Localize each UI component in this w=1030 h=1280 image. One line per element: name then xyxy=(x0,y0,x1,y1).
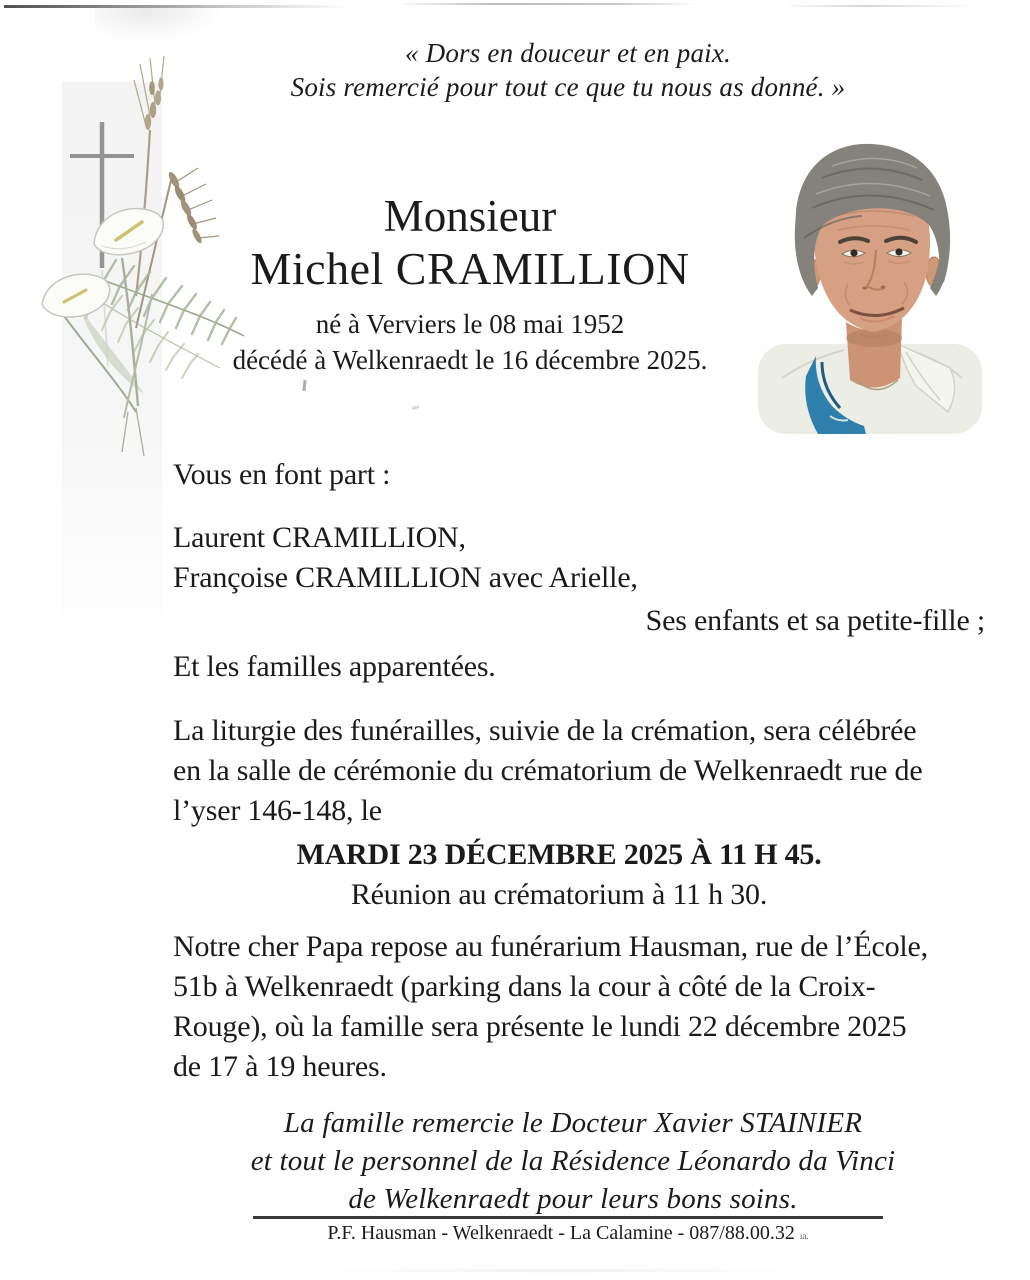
thanks-line: La famille remercie le Docteur Xavier STAINIER xyxy=(283,1107,863,1139)
relative-name: Françoise CRAMILLION avec Arielle, xyxy=(173,561,638,594)
scan-streak xyxy=(790,5,975,7)
funeral-home-text: P.F. Hausman - Welkenraedt - La Calamine - 087/88.00.32 xyxy=(327,1222,795,1244)
quote-line: Sois remercié pour tout ce que tu nous as donné. » xyxy=(290,72,846,102)
deceased-name: Michel CRAMILLION xyxy=(250,243,690,294)
scan-smudge xyxy=(330,1268,790,1273)
ceremony-meeting: Réunion au crématorium à 11 h 30. xyxy=(350,878,768,911)
relation-line: Ses enfants et sa petite-fille ; xyxy=(645,604,985,637)
memorial-quote xyxy=(106,36,1030,104)
visitation-line: 51b à Welkenraedt (parking dans la cour à côté de la Croix- xyxy=(173,970,876,1003)
death-line: décédé à Welkenraedt le 16 décembre 2025. xyxy=(232,345,708,375)
families-line: Et les familles apparentées. xyxy=(173,650,496,683)
visitation-line: Rouge), où la famille sera présente le lundi 22 décembre 2025 xyxy=(173,1010,907,1043)
ceremony-date: MARDI 23 DÉCEMBRE 2025 À 11 H 45. xyxy=(296,838,822,871)
funeral-home-line xyxy=(253,1222,883,1245)
thanks-line: et tout le personnel de la Résidence Léonardo da Vinci xyxy=(250,1145,896,1177)
footer-tiny-mark: ıa. xyxy=(799,1231,809,1241)
scan-streak xyxy=(405,3,700,5)
calla-lily xyxy=(42,274,110,317)
birth-line: né à Verviers le 08 mai 1952 xyxy=(315,309,625,339)
liturgy-line: La liturgie des funérailles, suivie de la crémation, sera célébrée xyxy=(173,714,917,747)
deceased-salutation: Monsieur xyxy=(383,191,557,241)
visitation-line: de 17 à 19 heures. xyxy=(173,1050,387,1083)
liturgy-line: l’yser 146-148, le xyxy=(173,794,382,827)
announcement-intro: Vous en font part : xyxy=(173,458,391,491)
scan-speck xyxy=(302,380,306,391)
footer-divider xyxy=(253,1216,883,1219)
quote-line: « Dors en douceur et en paix. xyxy=(405,38,731,68)
deceased-title-block xyxy=(105,190,835,378)
relative-name: Laurent CRAMILLION, xyxy=(173,521,466,554)
scan-speck xyxy=(412,405,419,409)
visitation-line: Notre cher Papa repose au funérarium Hausman, rue de l’École, xyxy=(173,930,928,963)
thanks-line: de Welkenraedt pour leurs bons soins. xyxy=(348,1183,798,1215)
liturgy-line: en la salle de cérémonie du crématorium de Welkenraedt rue de xyxy=(173,754,923,787)
